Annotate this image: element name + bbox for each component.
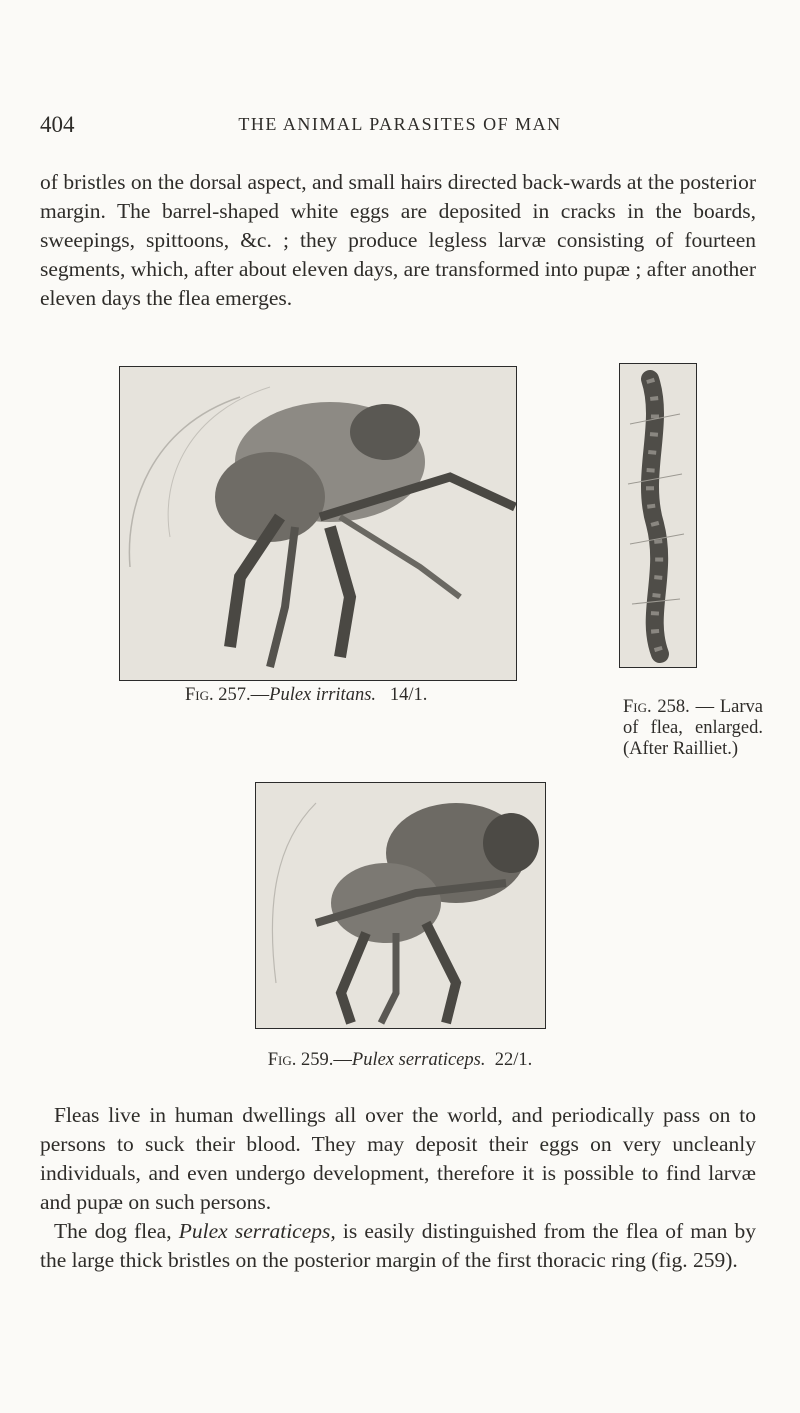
- caption-fig-259-species: Pulex serraticeps.: [351, 1050, 486, 1070]
- caption-fig-258-text: — Larva of flea, enlarged. (After Railliet.): [623, 697, 763, 759]
- caption-fig-258-label: Fig. 258.: [623, 697, 690, 717]
- page-header: [40, 112, 760, 142]
- caption-fig-257: Fig. 257.—Pulex irritans. 14/1.: [185, 685, 428, 705]
- paragraph-top: of bristles on the dorsal aspect, and small hairs directed back-wards at the posterior margin. The barrel-shaped white eggs are deposited in cracks in the boards, sweepings, spittoons, &c. ; they produce legless larvæ consisting of fourteen segments, which, after about eleven days, are transformed into pupæ ; after another eleven days the flea emerges.: [40, 170, 756, 310]
- page-number: 404: [40, 112, 75, 137]
- dog-flea-illustration: [256, 783, 545, 1028]
- caption-fig-257-species: Pulex irritans.: [269, 685, 377, 705]
- paragraph-bottom: [40, 1101, 756, 1275]
- caption-fig-258: [623, 697, 763, 760]
- figure-pulex-irritans-image: [119, 366, 517, 681]
- larva-illustration: [620, 364, 696, 667]
- paragraph-fleas-dwellings: Fleas live in human dwellings all over the world, and periodically pass on to persons to suck their blood. They may deposit their eggs on very uncleanly individuals, and even undergo development, therefore it is possible to find larvæ and pupæ on such persons.: [40, 1103, 756, 1214]
- figure-pulex-serraticeps-image: [255, 782, 546, 1029]
- paragraph-dog-flea: The dog flea, Pulex serraticeps, is easily distinguished from the flea of man by the large thick bristles on the posterior margin of the first thoracic ring (fig. 259).: [40, 1219, 756, 1272]
- caption-fig-259-scale: 22/1.: [494, 1050, 533, 1070]
- caption-fig-259-label: Fig. 259.: [267, 1050, 334, 1070]
- caption-fig-257-label: Fig. 257.: [185, 685, 251, 705]
- flea-illustration: [120, 367, 516, 680]
- caption-fig-257-scale: 14/1.: [389, 685, 428, 705]
- caption-fig-259: Fig. 259.—Pulex serraticeps. 22/1.: [267, 1050, 533, 1070]
- running-title: THE ANIMAL PARASITES OF MAN: [238, 114, 562, 134]
- figure-flea-larva-image: [619, 363, 697, 668]
